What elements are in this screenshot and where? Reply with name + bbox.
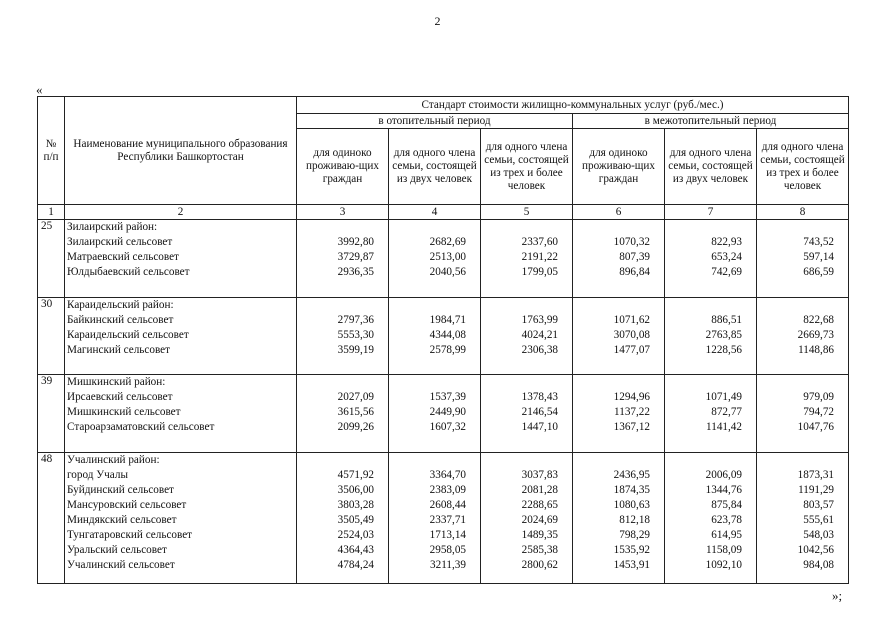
cost-value: 623,78 <box>711 513 742 526</box>
cost-value: 1070,32 <box>613 236 650 249</box>
cost-value: 1607,32 <box>429 421 466 434</box>
cost-value: 886,51 <box>711 313 742 326</box>
cost-value: 1141,42 <box>706 421 742 434</box>
value-cell-col-7 <box>665 375 757 452</box>
cost-value: 1137,22 <box>614 406 650 419</box>
municipality-name: Зилаирский сельсовет <box>67 236 173 249</box>
header-sub-two-person: для одного члена семьи, состоящей из двух человек <box>389 129 481 205</box>
column-number: 5 <box>481 205 573 220</box>
cost-value: 3505,49 <box>337 513 374 526</box>
value-cell-col-7 <box>665 220 757 297</box>
cost-value: 1378,43 <box>521 391 558 404</box>
cost-value: 2800,62 <box>521 558 558 571</box>
municipality-name: Мишкинский сельсовет <box>67 406 181 419</box>
value-cell-col-4 <box>389 452 481 583</box>
cost-value: 3037,83 <box>521 468 558 481</box>
cost-value: 3803,28 <box>337 498 374 511</box>
cost-value: 1047,76 <box>797 421 835 434</box>
value-cell-col-3 <box>297 297 389 374</box>
district-group-row <box>38 220 849 297</box>
value-cell-col-5 <box>481 220 573 297</box>
header-sub-three-plus: для одного члена семьи, состоящей из трех и более человек <box>481 129 573 205</box>
cost-value: 2337,60 <box>521 236 558 249</box>
column-number: 4 <box>389 205 481 220</box>
cost-value: 1477,07 <box>613 343 650 356</box>
municipality-name: Уральский сельсовет <box>67 543 167 556</box>
municipality-name: Юлдыбаевский сельсовет <box>67 266 190 279</box>
municipality-name: Тунгатаровский сельсовет <box>67 528 193 541</box>
cost-value: 2936,35 <box>337 266 374 279</box>
cost-value: 872,77 <box>711 406 742 419</box>
cost-value: 2191,22 <box>521 251 558 264</box>
district-name: Мишкинский район: <box>67 376 166 389</box>
header-non-heating-period: в межотопительный период <box>573 114 849 129</box>
value-cell-col-4 <box>389 297 481 374</box>
cost-value: 2513,00 <box>429 251 466 264</box>
cost-value: 2337,71 <box>429 513 466 526</box>
cost-value: 743,52 <box>803 236 835 249</box>
cost-value: 1071,49 <box>705 391 742 404</box>
value-cell-col-8 <box>757 452 849 583</box>
value-cell-col-5 <box>481 375 573 452</box>
column-number: 6 <box>573 205 665 220</box>
cost-value: 1489,35 <box>521 528 558 541</box>
opening-quote: « <box>36 82 43 97</box>
value-cell-col-8 <box>757 375 849 452</box>
cost-value: 2578,99 <box>429 343 466 356</box>
cost-value: 4364,43 <box>337 543 374 556</box>
value-cell-col-3 <box>297 375 389 452</box>
cost-value: 5553,30 <box>337 328 374 341</box>
closing-quote: »; <box>832 588 843 603</box>
cost-value: 822,93 <box>711 236 742 249</box>
cost-value: 1799,05 <box>521 266 558 279</box>
cost-value: 2027,09 <box>337 391 374 404</box>
cost-value: 742,69 <box>711 266 742 279</box>
cost-value: 2585,38 <box>521 543 558 556</box>
cost-value: 3599,19 <box>337 343 374 356</box>
cost-value: 4344,08 <box>429 328 466 341</box>
cost-value: 3506,00 <box>337 483 374 496</box>
district-group-row <box>38 452 849 583</box>
value-cell-col-7 <box>665 297 757 374</box>
value-cell-col-6 <box>573 452 665 583</box>
cost-value: 1071,62 <box>613 313 650 326</box>
cost-value: 807,39 <box>619 251 650 264</box>
municipality-name: Староарзаматовский сельсовет <box>67 421 215 434</box>
cost-value: 1873,31 <box>797 468 835 481</box>
cost-value: 686,59 <box>803 266 835 279</box>
district-group-row <box>38 375 849 452</box>
cost-value: 1294,96 <box>613 391 650 404</box>
cost-value: 2449,90 <box>429 406 466 419</box>
district-names-cell <box>65 452 297 583</box>
cost-value: 2383,09 <box>429 483 466 496</box>
cost-value: 2682,69 <box>429 236 466 249</box>
cost-value: 1763,99 <box>521 313 558 326</box>
cost-value: 597,14 <box>803 251 835 264</box>
header-sub-single: для одиноко проживаю-щих граждан <box>573 129 665 205</box>
district-names-cell <box>65 297 297 374</box>
value-cell-col-4 <box>389 220 481 297</box>
header-municipality-column: Наименование муниципального образования Республики Башкортостан <box>65 97 297 205</box>
cost-value: 812,18 <box>619 513 650 526</box>
column-number: 7 <box>665 205 757 220</box>
cost-value: 3364,70 <box>429 468 466 481</box>
header-sub-three-plus: для одного члена семьи, состоящей из трех и более человек <box>757 129 849 205</box>
cost-value: 1453,91 <box>613 558 650 571</box>
municipality-name: Буйдинский сельсовет <box>67 483 174 496</box>
cost-value: 2146,54 <box>521 406 558 419</box>
cost-value: 4024,21 <box>521 328 558 341</box>
cost-value: 1092,10 <box>705 558 742 571</box>
cost-value: 3211,39 <box>430 558 466 571</box>
cost-value: 2024,69 <box>521 513 558 526</box>
cost-value: 2608,44 <box>429 498 466 511</box>
header-sub-single: для одиноко проживаю-щих граждан <box>297 129 389 205</box>
value-cell-col-3 <box>297 220 389 297</box>
cost-value: 2436,95 <box>613 468 650 481</box>
value-cell-col-8 <box>757 220 849 297</box>
cost-value: 4784,24 <box>337 558 374 571</box>
district-name: Учалинский район: <box>67 453 160 466</box>
district-name: Караидельский район: <box>67 298 174 311</box>
district-name: Зилаирский район: <box>67 221 158 234</box>
value-cell-col-6 <box>573 220 665 297</box>
cost-value: 803,57 <box>803 498 835 511</box>
district-names-cell <box>65 375 297 452</box>
cost-value: 3070,08 <box>613 328 650 341</box>
cost-value: 1191,29 <box>798 483 835 496</box>
cost-value: 548,03 <box>803 528 835 541</box>
cost-value: 1537,39 <box>429 391 466 404</box>
municipality-name: Ирсаевский сельсовет <box>67 391 173 404</box>
cost-value: 1148,86 <box>798 343 835 356</box>
cost-value: 3729,87 <box>337 251 374 264</box>
header-number-column: № п/п <box>38 97 65 205</box>
district-number: 48 <box>38 452 65 583</box>
cost-value: 555,61 <box>803 513 835 526</box>
value-cell-col-7 <box>665 452 757 583</box>
municipality-name: Матраевский сельсовет <box>67 251 179 264</box>
cost-value: 979,09 <box>803 391 835 404</box>
cost-value: 653,24 <box>711 251 742 264</box>
cost-value: 2669,73 <box>797 328 835 341</box>
column-number: 1 <box>38 205 65 220</box>
column-number: 2 <box>65 205 297 220</box>
municipality-name: Магинский сельсовет <box>67 343 171 356</box>
cost-value: 1874,35 <box>613 483 650 496</box>
cost-value: 984,08 <box>803 558 835 571</box>
value-cell-col-4 <box>389 375 481 452</box>
district-number: 39 <box>38 375 65 452</box>
cost-value: 3615,56 <box>337 406 374 419</box>
cost-value: 875,84 <box>711 498 742 511</box>
district-number: 25 <box>38 220 65 297</box>
cost-value: 3992,80 <box>337 236 374 249</box>
municipality-name: Миндякский сельсовет <box>67 513 177 526</box>
header-cost-standard: Стандарт стоимости жилищно-коммунальных услуг (руб./мес.) <box>297 97 849 114</box>
value-cell-col-3 <box>297 452 389 583</box>
municipality-name: Мансуровский сельсовет <box>67 498 187 511</box>
cost-value: 614,95 <box>711 528 742 541</box>
cost-value: 2081,28 <box>521 483 558 496</box>
cost-value: 1984,71 <box>429 313 466 326</box>
cost-value: 2288,65 <box>521 498 558 511</box>
value-cell-col-5 <box>481 297 573 374</box>
cost-value: 896,84 <box>619 266 650 279</box>
district-group-row <box>38 297 849 374</box>
column-number: 3 <box>297 205 389 220</box>
cost-value: 2958,05 <box>429 543 466 556</box>
cost-value: 1344,76 <box>705 483 742 496</box>
cost-value: 2524,03 <box>337 528 374 541</box>
municipality-name: Караидельский сельсовет <box>67 328 189 341</box>
cost-value: 798,29 <box>619 528 650 541</box>
cost-value: 1158,09 <box>706 543 742 556</box>
district-names-cell <box>65 220 297 297</box>
cost-value: 2099,26 <box>337 421 374 434</box>
cost-value: 1447,10 <box>521 421 558 434</box>
cost-value: 794,72 <box>803 406 835 419</box>
column-number: 8 <box>757 205 849 220</box>
value-cell-col-8 <box>757 297 849 374</box>
district-number: 30 <box>38 297 65 374</box>
cost-value: 4571,92 <box>337 468 374 481</box>
cost-value: 1228,56 <box>705 343 742 356</box>
cost-value: 1367,12 <box>613 421 650 434</box>
value-cell-col-6 <box>573 297 665 374</box>
header-heating-period: в отопительный период <box>297 114 573 129</box>
cost-value: 1713,14 <box>429 528 466 541</box>
housing-cost-table <box>37 96 849 584</box>
municipality-name: Байкинский сельсовет <box>67 313 174 326</box>
cost-value: 2763,85 <box>705 328 742 341</box>
cost-value: 2040,56 <box>429 266 466 279</box>
municipality-name: город Учалы <box>67 468 128 481</box>
cost-value: 1080,63 <box>613 498 650 511</box>
value-cell-col-5 <box>481 452 573 583</box>
page-number: 2 <box>434 14 441 28</box>
header-sub-two-person: для одного члена семьи, состоящей из двух человек <box>665 129 757 205</box>
value-cell-col-6 <box>573 375 665 452</box>
cost-value: 2797,36 <box>337 313 374 326</box>
column-number-row <box>38 205 849 220</box>
municipality-name: Учалинский сельсовет <box>67 558 175 571</box>
cost-value: 2306,38 <box>521 343 558 356</box>
cost-value: 1535,92 <box>613 543 650 556</box>
cost-value: 822,68 <box>803 313 835 326</box>
cost-value: 2006,09 <box>705 468 742 481</box>
cost-value: 1042,56 <box>797 543 835 556</box>
